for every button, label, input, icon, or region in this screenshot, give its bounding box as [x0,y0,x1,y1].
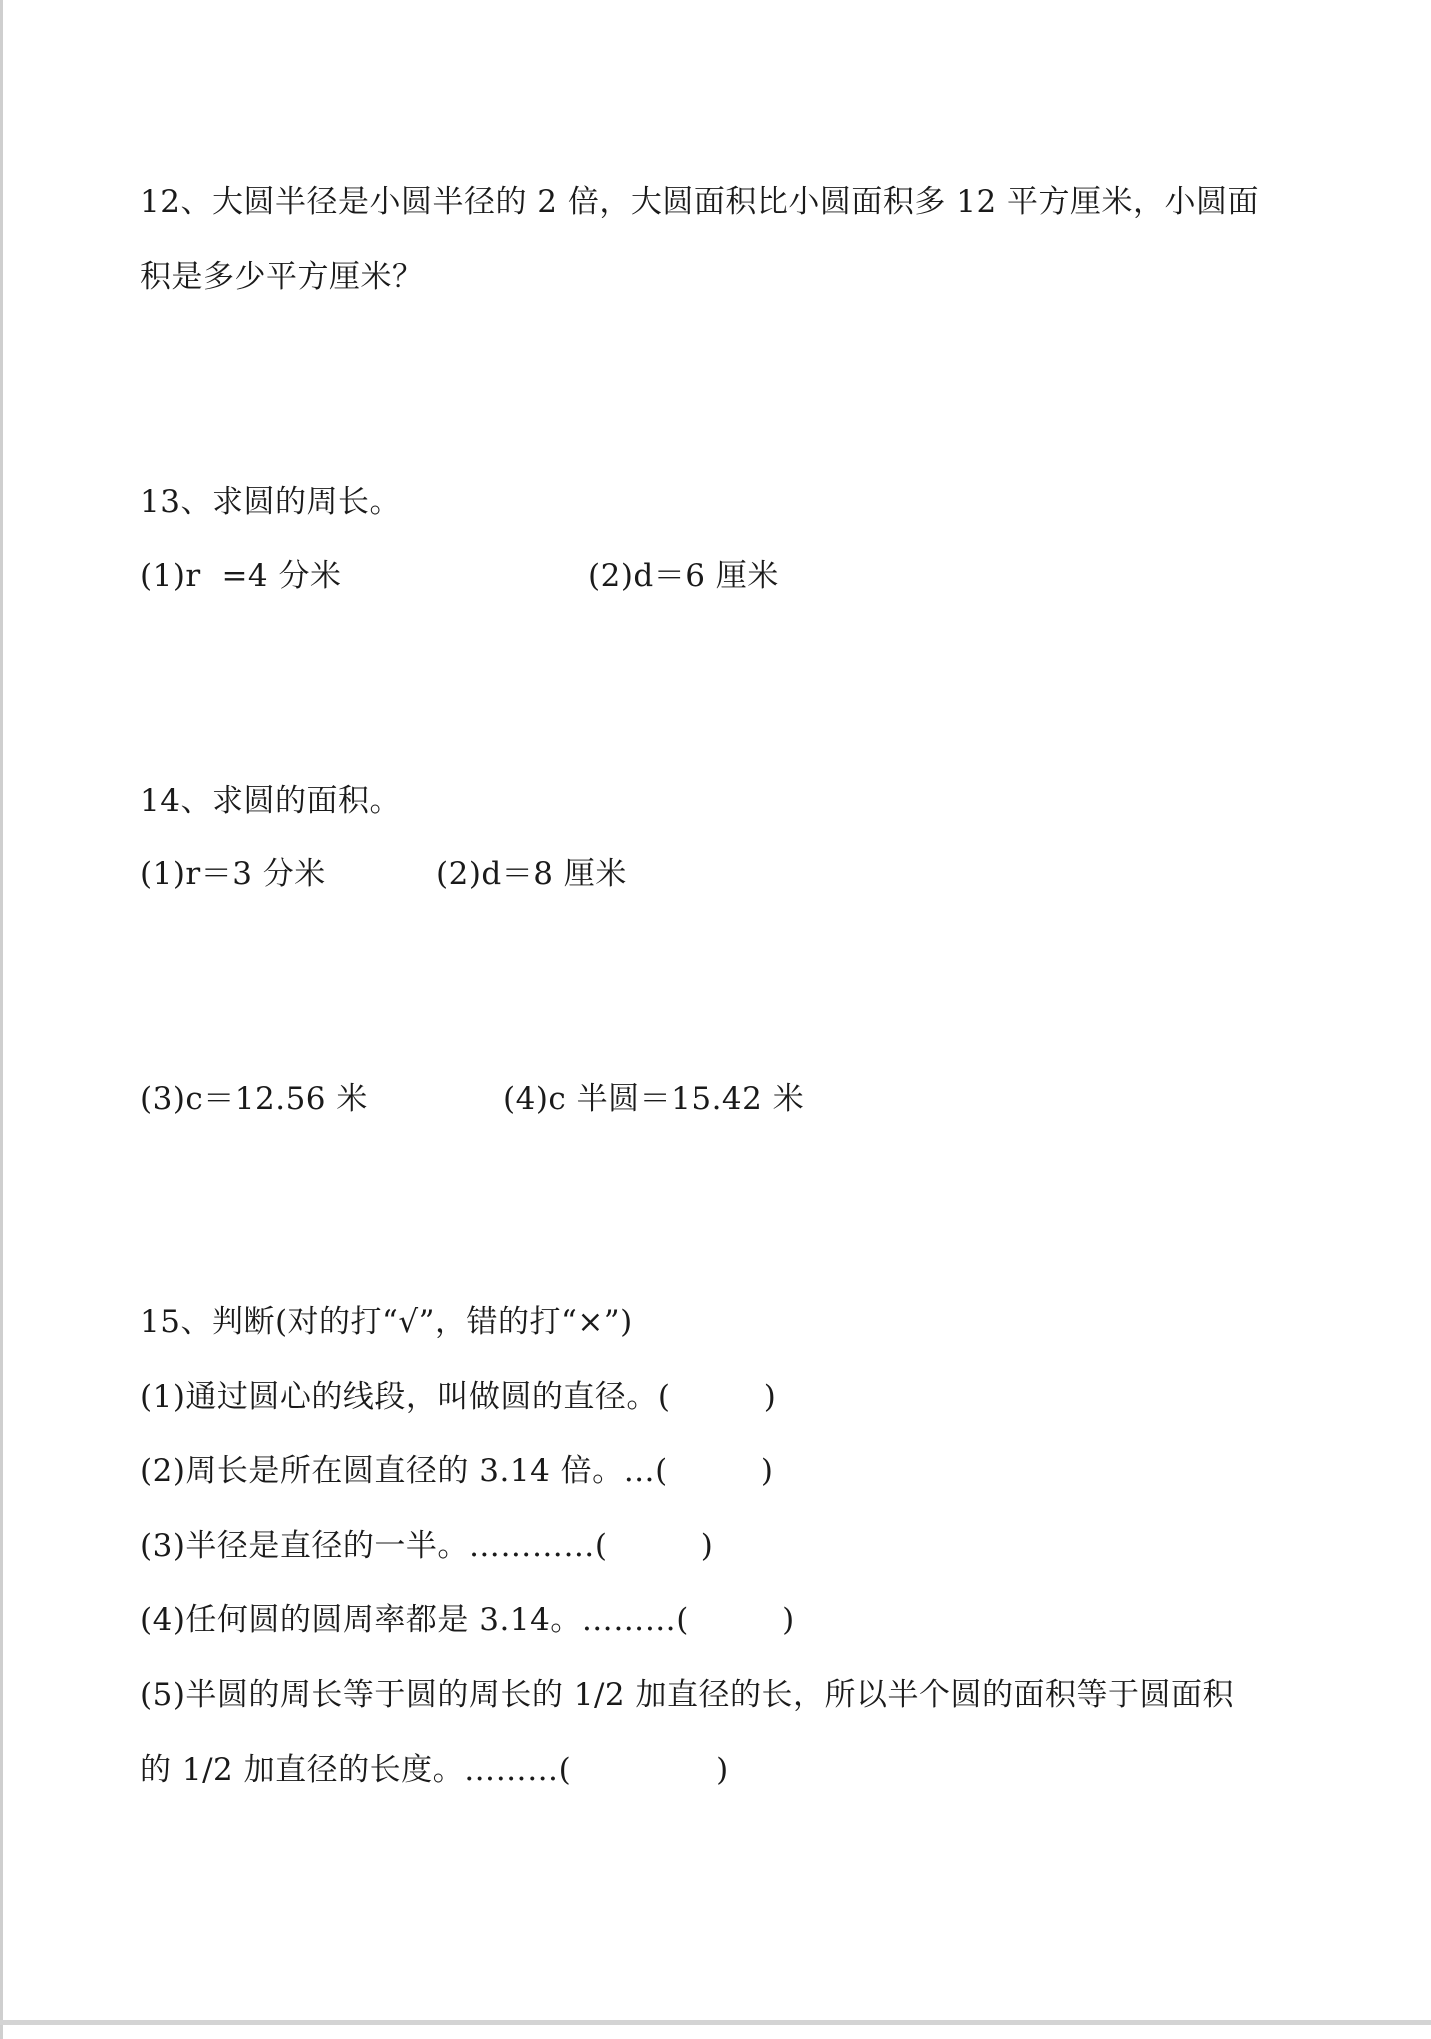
page-left-border [0,0,3,2039]
question-15-item-3: (3)半径是直径的一半。…………( ) [140,1528,714,1564]
question-15-item-5: (5)半圆的周长等于圆的周长的 1/2 加直径的长，所以半个圆的面积等于圆面积 [140,1677,1235,1713]
question-13-part-1: (1)r =4 分米 [140,558,342,594]
question-14-part-2: (2)d＝8 厘米 [436,856,627,892]
question-14-part-4: (4)c 半圆＝15.42 米 [503,1081,805,1117]
question-15-item-4: (4)任何圆的圆周率都是 3.14。………( ) [140,1602,795,1638]
question-15-item-5-continued: 的 1/2 加直径的长度。………( ) [140,1752,729,1788]
question-12-line-2: 积是多少平方厘米？ [140,259,424,295]
question-13-part-2: (2)d＝6 厘米 [588,558,779,594]
question-14-part-3: (3)c＝12.56 米 [140,1081,368,1117]
question-13-title: 13、求圆的周长。 [140,484,401,520]
page-bottom-border [0,2020,1431,2025]
question-15-item-2: (2)周长是所在圆直径的 3.14 倍。…( ) [140,1453,774,1489]
question-15-title: 15、判断(对的打“√”，错的打“×”) [140,1304,633,1340]
question-12-line-1: 12、大圆半径是小圆半径的 2 倍，大圆面积比小圆面积多 12 平方厘米，小圆面 [140,184,1260,220]
question-14-part-1: (1)r＝3 分米 [140,856,326,892]
question-14-title: 14、求圆的面积。 [140,783,401,819]
question-15-item-1: (1)通过圆心的线段，叫做圆的直径。( ) [140,1379,777,1415]
